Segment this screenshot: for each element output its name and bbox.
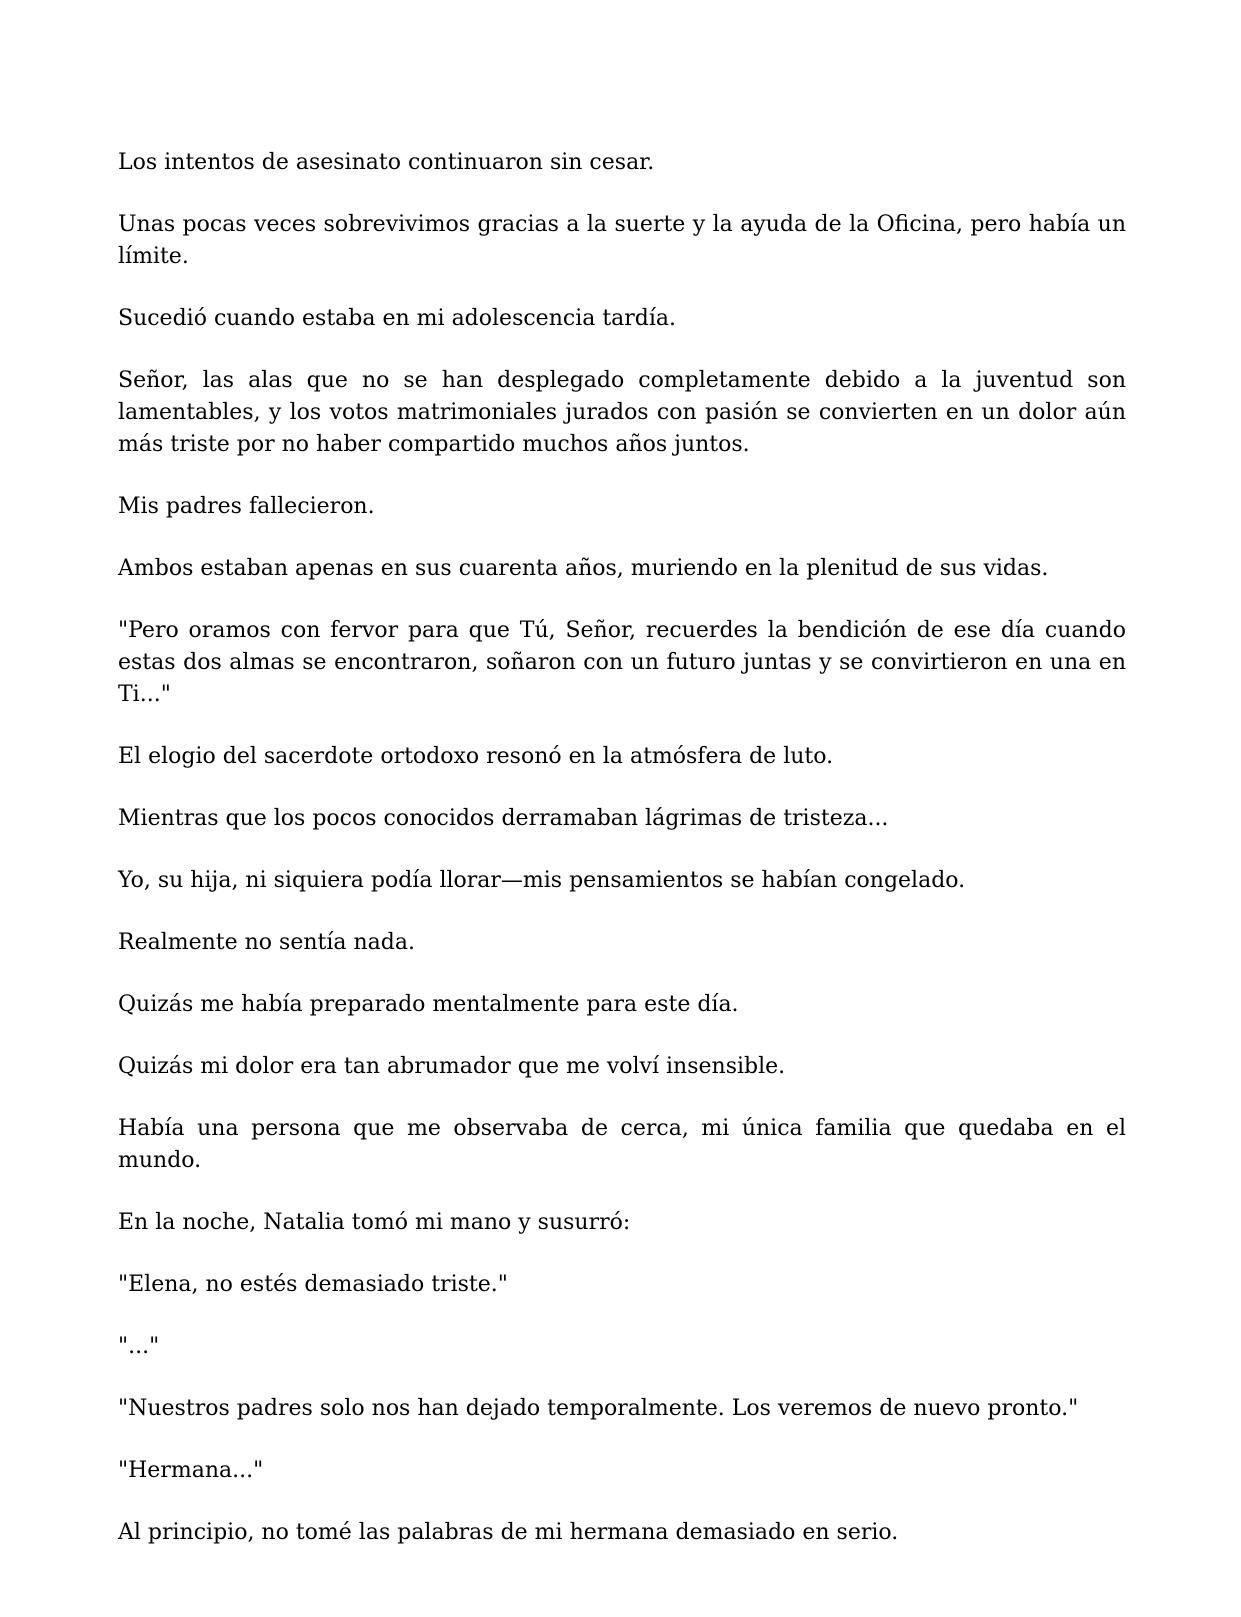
paragraph: Ambos estaban apenas en sus cuarenta años, muriendo en la plenitud de sus vidas. (118, 556, 1049, 581)
paragraph: "Nuestros padres solo nos han dejado temporalmente. Los veremos de nuevo pronto." (118, 1396, 1079, 1421)
paragraph: En la noche, Natalia tomó mi mano y susurró: (118, 1210, 631, 1235)
paragraph: Había una persona que me observaba de cerca, mi única familia que quedaba en el mundo. (118, 1116, 1126, 1173)
paragraph: Los intentos de asesinato continuaron sin cesar. (118, 150, 655, 175)
paragraph: Yo, su hija, ni siquiera podía llorar—mis pensamientos se habían congelado. (118, 868, 966, 893)
paragraph: Realmente no sentía nada. (118, 930, 415, 955)
paragraph: Quizás mi dolor era tan abrumador que me volví insensible. (118, 1054, 786, 1079)
document-body (118, 147, 1126, 1579)
paragraph: Mis padres fallecieron. (118, 494, 375, 519)
paragraph: "Elena, no estés demasiado triste." (118, 1272, 508, 1297)
paragraph: Mientras que los pocos conocidos derramaban lágrimas de tristeza... (118, 806, 889, 831)
paragraph: "Hermana..." (118, 1458, 264, 1483)
paragraph: "..." (118, 1334, 160, 1359)
paragraph: Unas pocas veces sobrevivimos gracias a la suerte y la ayuda de la Oficina, pero había un límite. (118, 212, 1126, 269)
paragraph: Señor, las alas que no se han desplegado completamente debido a la juventud son lamentables, y los votos matrimoniales jurados con pasión se convierten en un dolor aún más triste por no haber compartido muchos años juntos. (118, 368, 1126, 457)
paragraph: Quizás me había preparado mentalmente para este día. (118, 992, 739, 1017)
paragraph: El elogio del sacerdote ortodoxo resonó en la atmósfera de luto. (118, 744, 834, 769)
paragraph: Sucedió cuando estaba en mi adolescencia tardía. (118, 306, 677, 331)
paragraph: "Pero oramos con fervor para que Tú, Señor, recuerdes la bendición de ese día cuando estas dos almas se encontraron, soñaron con un futuro juntas y se convirtieron en una en Ti..." (118, 618, 1126, 707)
paragraph: Al principio, no tomé las palabras de mi hermana demasiado en serio. (118, 1520, 899, 1545)
